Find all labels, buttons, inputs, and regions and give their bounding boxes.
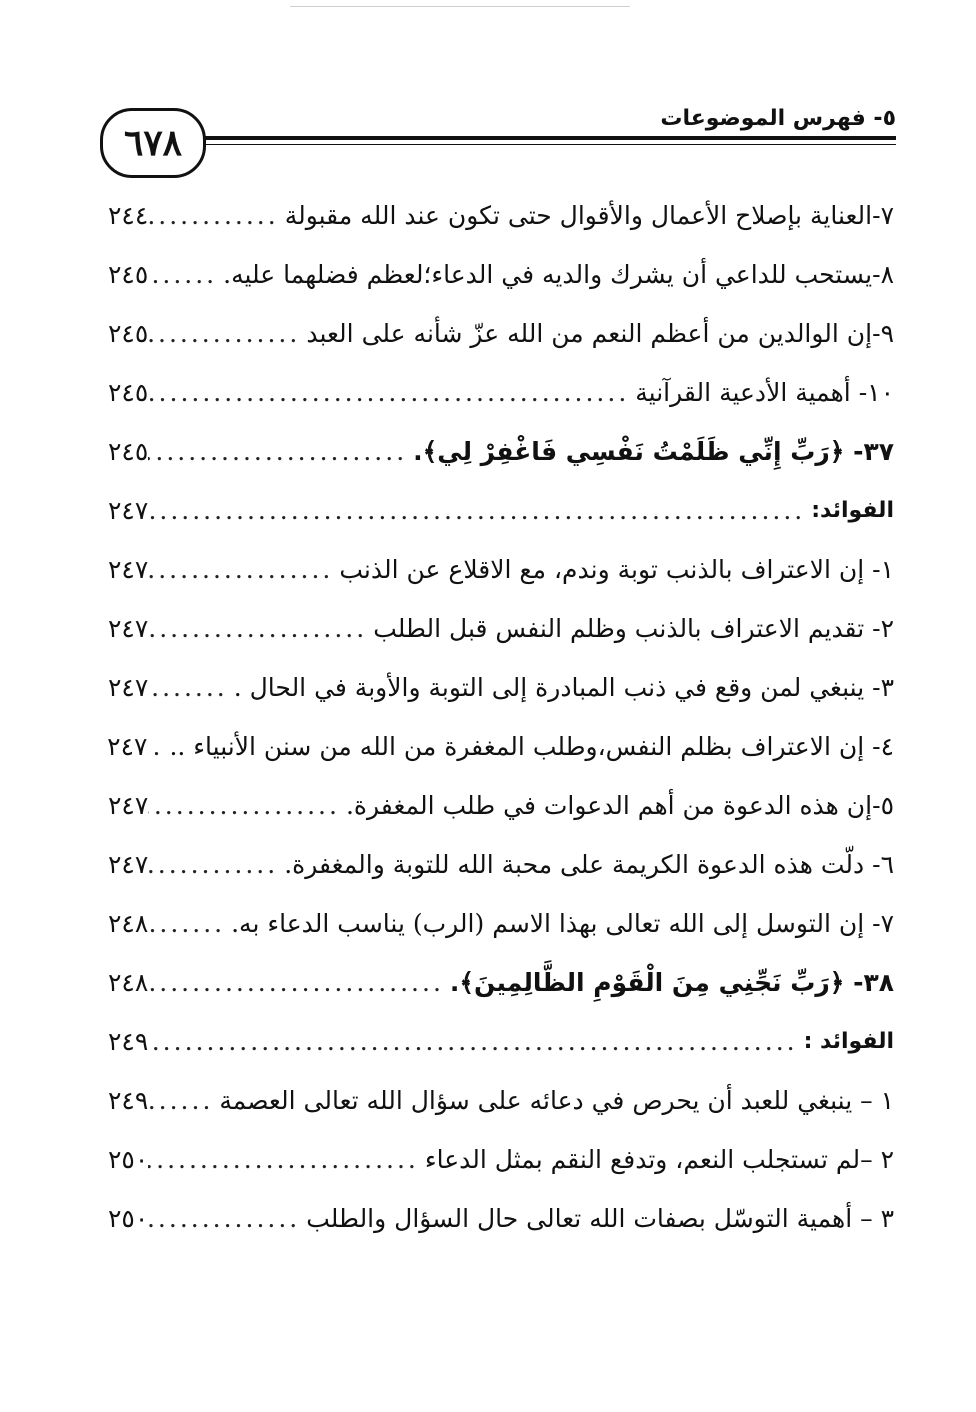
section-title: ٥- فهرس الموضوعات	[660, 106, 896, 131]
toc-entry-page: ٢٤٧	[108, 614, 149, 643]
toc-entry	[108, 776, 894, 835]
toc-entry	[108, 245, 894, 304]
toc-entry-page: ٢٥٠	[108, 1145, 149, 1174]
leader-dots	[148, 1204, 306, 1233]
toc-entry-page: ٢٤٥	[108, 319, 149, 348]
toc-entry-verse	[108, 953, 894, 1012]
toc-entry	[108, 540, 894, 599]
leader-dots	[148, 791, 346, 820]
toc-entry-label: ٢- تقديم الاعتراف بالذنب وظلم النفس قبل الطلب	[373, 614, 894, 643]
toc-entry-page: ٢٤٧	[108, 496, 149, 525]
leader-dots	[148, 555, 339, 584]
toc-entry-label: ٣- ينبغي لمن وقع في ذنب المبادرة إلى التوبة والأوبة في الحال .	[233, 673, 894, 702]
toc-entry-page: ٢٤٩	[108, 1086, 149, 1115]
toc-entry	[108, 599, 894, 658]
toc-entry-label: ٣٨- ﴿رَبِّ نَجِّنِي مِنَ الْقَوْمِ الظَّالِمِينَ﴾.	[449, 968, 894, 997]
toc-entry	[108, 1130, 894, 1189]
toc-entry-label: ٨-يستحب للداعي أن يشرك والديه في الدعاء؛لعظم فضلهما عليه.	[223, 260, 894, 289]
leader-dots	[148, 378, 635, 407]
leader-dots	[148, 201, 284, 230]
toc-entry-label: ٤- إن الاعتراف بظلم النفس،وطلب المغفرة من الله من سنن الأنبياء ..	[169, 732, 894, 761]
toc-entry-page: ٢٤٧	[108, 673, 149, 702]
leader-dots	[148, 1145, 425, 1174]
page-number: ٦٧٨	[123, 122, 182, 164]
toc-entry-label: ٦- دلّت هذه الدعوة الكريمة على محبة الله للتوبة والمغفرة.	[284, 850, 894, 879]
leader-dots	[148, 909, 231, 938]
toc-entry-page: ٢٤٨	[108, 968, 149, 997]
toc-entry	[108, 186, 894, 245]
leader-dots	[148, 673, 233, 702]
toc-entry-page: ٢٥٠	[108, 1204, 149, 1233]
header-rule-thick	[190, 136, 896, 140]
toc-entry-label: الفوائد :	[803, 1029, 894, 1054]
leader-dots	[148, 319, 306, 348]
leader-dots	[148, 614, 373, 643]
toc-entry-verse	[108, 422, 894, 481]
leader-dots	[148, 850, 284, 879]
toc-entry-page: ٢٤٧	[108, 555, 149, 584]
leader-dots	[148, 1027, 803, 1056]
toc-entry	[108, 717, 894, 776]
page-number-badge	[100, 108, 206, 178]
toc-entry	[108, 835, 894, 894]
toc-entry	[108, 894, 894, 953]
leader-dots	[148, 496, 811, 525]
page-header	[100, 100, 896, 180]
leader-dots	[148, 1086, 219, 1115]
toc-entry-heading	[108, 1012, 894, 1071]
toc-entry-label: ١ – ينبغي للعبد أن يحرص في دعائه على سؤال الله تعالى العصمة	[219, 1086, 894, 1115]
toc-entry-label: ٢ –لم تستجلب النعم، وتدفع النقم بمثل الدعاء	[424, 1145, 894, 1174]
toc-entry-label: الفوائد:	[811, 498, 894, 523]
toc-entry-page: ٢٤٥	[108, 437, 149, 466]
toc-entry-page: ٢٤٤	[108, 201, 149, 230]
toc-entry	[108, 658, 894, 717]
toc-entry-label: ٧-العناية بإصلاح الأعمال والأقوال حتى تكون عند الله مقبولة	[284, 201, 894, 230]
toc-entry	[108, 304, 894, 363]
leader-dots	[148, 260, 223, 289]
toc-entry-label: ٩-إن الوالدين من أعظم النعم من الله عزّ شأنه على العبد	[306, 319, 894, 348]
toc-list	[108, 186, 894, 1248]
leader-dots	[148, 437, 413, 466]
toc-entry-page: ٢٤٥	[108, 260, 149, 289]
toc-entry-page: ٢٤٧	[108, 791, 149, 820]
toc-entry-label: ٣٧- ﴿رَبِّ إِنِّي ظَلَمْتُ نَفْسِي فَاغْفِرْ لِي﴾.	[413, 437, 894, 466]
toc-entry-page: ٢٤٨	[108, 909, 149, 938]
toc-entry-label: ٣ – أهمية التوسّل بصفات الله تعالى حال السؤال والطلب	[306, 1204, 894, 1233]
toc-entry	[108, 1189, 894, 1248]
top-rule	[290, 6, 630, 7]
header-rule-thin	[190, 144, 896, 145]
leader-dots	[148, 968, 450, 997]
toc-entry	[108, 363, 894, 422]
toc-entry-label: ١- إن الاعتراف بالذنب توبة وندم، مع الاقلاع عن الذنب	[339, 555, 894, 584]
toc-entry-heading	[108, 481, 894, 540]
toc-entry-label: ٧- إن التوسل إلى الله تعالى بهذا الاسم (الرب) يناسب الدعاء به.	[231, 909, 894, 938]
toc-entry-page: ٢٤٩	[108, 1027, 149, 1056]
toc-entry	[108, 1071, 894, 1130]
toc-entry-page: ٢٤٧	[107, 732, 148, 761]
leader-dots	[147, 732, 169, 761]
toc-entry-label: ١٠- أهمية الأدعية القرآنية	[635, 378, 894, 407]
toc-entry-page: ٢٤٥	[108, 378, 149, 407]
toc-entry-page: ٢٤٧	[108, 850, 149, 879]
toc-entry-label: ٥-إن هذه الدعوة من أهم الدعوات في طلب المغفرة.	[345, 791, 894, 820]
